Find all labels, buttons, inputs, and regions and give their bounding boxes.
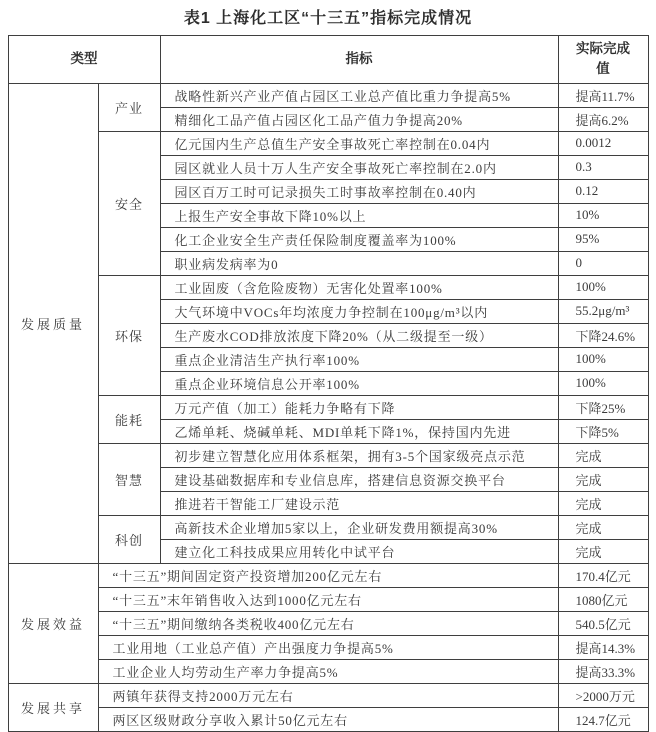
indicator-cell: 生产废水COD排放浓度下降20%（从二级提至一级） bbox=[160, 323, 558, 347]
value-cell: >2000万元 bbox=[558, 683, 648, 707]
value-cell: 100% bbox=[558, 371, 648, 395]
value-cell: 提高33.3% bbox=[558, 659, 648, 683]
value-cell: 170.4亿元 bbox=[558, 563, 648, 587]
table-body bbox=[8, 83, 648, 731]
table-row bbox=[8, 131, 648, 155]
value-cell: 0.0012 bbox=[558, 131, 648, 155]
indicator-cell: 推进若干智能工厂建设示范 bbox=[160, 491, 558, 515]
table-row bbox=[8, 659, 648, 683]
indicator-cell: “十三五”期间缴纳各类税收400亿元左右 bbox=[98, 611, 558, 635]
value-cell: 提高11.7% bbox=[558, 83, 648, 107]
table-title: 表1 上海化工区“十三五”指标完成情况 bbox=[183, 10, 473, 27]
value-cell: 55.2μg/m³ bbox=[558, 299, 648, 323]
value-cell: 完成 bbox=[558, 467, 648, 491]
header-type: 类型 bbox=[8, 36, 160, 84]
value-cell: 95% bbox=[558, 227, 648, 251]
subsection-label: 安全 bbox=[98, 131, 160, 275]
indicator-cell: “十三五”末年销售收入达到1000亿元左右 bbox=[98, 587, 558, 611]
value-cell: 下降24.6% bbox=[558, 323, 648, 347]
indicator-cell: 乙烯单耗、烧碱单耗、MDI单耗下降1%，保持国内先进 bbox=[160, 419, 558, 443]
section-label: 发展质量 bbox=[8, 83, 98, 563]
section-label: 发展共享 bbox=[8, 683, 98, 731]
indicator-cell: 工业企业人均劳动生产率力争提高5% bbox=[98, 659, 558, 683]
value-cell: 完成 bbox=[558, 491, 648, 515]
value-cell: 540.5亿元 bbox=[558, 611, 648, 635]
table-row bbox=[8, 83, 648, 107]
subsection-label: 环保 bbox=[98, 275, 160, 395]
subsection-label: 产业 bbox=[98, 83, 160, 131]
subsection-label: 能耗 bbox=[98, 395, 160, 443]
table-row bbox=[8, 683, 648, 707]
subsection-label: 科创 bbox=[98, 515, 160, 563]
value-cell: 0 bbox=[558, 251, 648, 275]
indicators-table bbox=[8, 35, 649, 732]
table-row bbox=[8, 611, 648, 635]
indicator-cell: 精细化工品产值占园区化工品产值力争提高20% bbox=[160, 107, 558, 131]
indicator-cell: 重点企业环境信息公开率100% bbox=[160, 371, 558, 395]
value-cell: 下降25% bbox=[558, 395, 648, 419]
indicator-cell: 战略性新兴产业产值占园区工业总产值比重力争提高5% bbox=[160, 83, 558, 107]
table-row bbox=[8, 563, 648, 587]
indicator-cell: 万元产值（加工）能耗力争略有下降 bbox=[160, 395, 558, 419]
indicator-cell: 建立化工科技成果应用转化中试平台 bbox=[160, 539, 558, 563]
indicator-cell: 两镇年获得支持2000万元左右 bbox=[98, 683, 558, 707]
indicator-cell: 初步建立智慧化应用体系框架，拥有3-5个国家级亮点示范 bbox=[160, 443, 558, 467]
table-row bbox=[8, 587, 648, 611]
indicator-cell: 亿元国内生产总值生产安全事故死亡率控制在0.04内 bbox=[160, 131, 558, 155]
value-cell: 完成 bbox=[558, 539, 648, 563]
value-cell: 100% bbox=[558, 347, 648, 371]
table-row bbox=[8, 275, 648, 299]
header-indicator: 指标 bbox=[160, 36, 558, 84]
value-cell: 0.3 bbox=[558, 155, 648, 179]
header-actual-value: 实际完成值 bbox=[558, 36, 648, 84]
indicator-cell: 重点企业清洁生产执行率100% bbox=[160, 347, 558, 371]
table-row bbox=[8, 395, 648, 419]
value-cell: 完成 bbox=[558, 443, 648, 467]
header-row bbox=[8, 36, 648, 84]
table-row bbox=[8, 515, 648, 539]
table-row bbox=[8, 635, 648, 659]
indicator-cell: 园区就业人员十万人生产安全事故死亡率控制在2.0内 bbox=[160, 155, 558, 179]
value-cell: 100% bbox=[558, 275, 648, 299]
indicator-cell: “十三五”期间固定资产投资增加200亿元左右 bbox=[98, 563, 558, 587]
indicator-cell: 高新技术企业增加5家以上，企业研发费用额提高30% bbox=[160, 515, 558, 539]
indicator-cell: 职业病发病率为0 bbox=[160, 251, 558, 275]
value-cell: 提高14.3% bbox=[558, 635, 648, 659]
section-label: 发展效益 bbox=[8, 563, 98, 683]
indicator-cell: 化工企业安全生产责任保险制度覆盖率为100% bbox=[160, 227, 558, 251]
value-cell: 下降5% bbox=[558, 419, 648, 443]
value-cell: 提高6.2% bbox=[558, 107, 648, 131]
value-cell: 1080亿元 bbox=[558, 587, 648, 611]
value-cell: 124.7亿元 bbox=[558, 707, 648, 731]
table-row bbox=[8, 707, 648, 731]
value-cell: 完成 bbox=[558, 515, 648, 539]
indicator-cell: 大气环境中VOCs年均浓度力争控制在100μg/m³以内 bbox=[160, 299, 558, 323]
table-row bbox=[8, 443, 648, 467]
indicator-cell: 工业固废（含危险废物）无害化处置率100% bbox=[160, 275, 558, 299]
value-cell: 0.12 bbox=[558, 179, 648, 203]
indicator-cell: 园区百万工时可记录损失工时事故率控制在0.40内 bbox=[160, 179, 558, 203]
indicator-cell: 工业用地（工业总产值）产出强度力争提高5% bbox=[98, 635, 558, 659]
indicator-cell: 建设基础数据库和专业信息库，搭建信息资源交换平台 bbox=[160, 467, 558, 491]
subsection-label: 智慧 bbox=[98, 443, 160, 515]
value-cell: 10% bbox=[558, 203, 648, 227]
indicator-cell: 两区区级财政分享收入累计50亿元左右 bbox=[98, 707, 558, 731]
indicator-cell: 上报生产安全事故下降10%以上 bbox=[160, 203, 558, 227]
